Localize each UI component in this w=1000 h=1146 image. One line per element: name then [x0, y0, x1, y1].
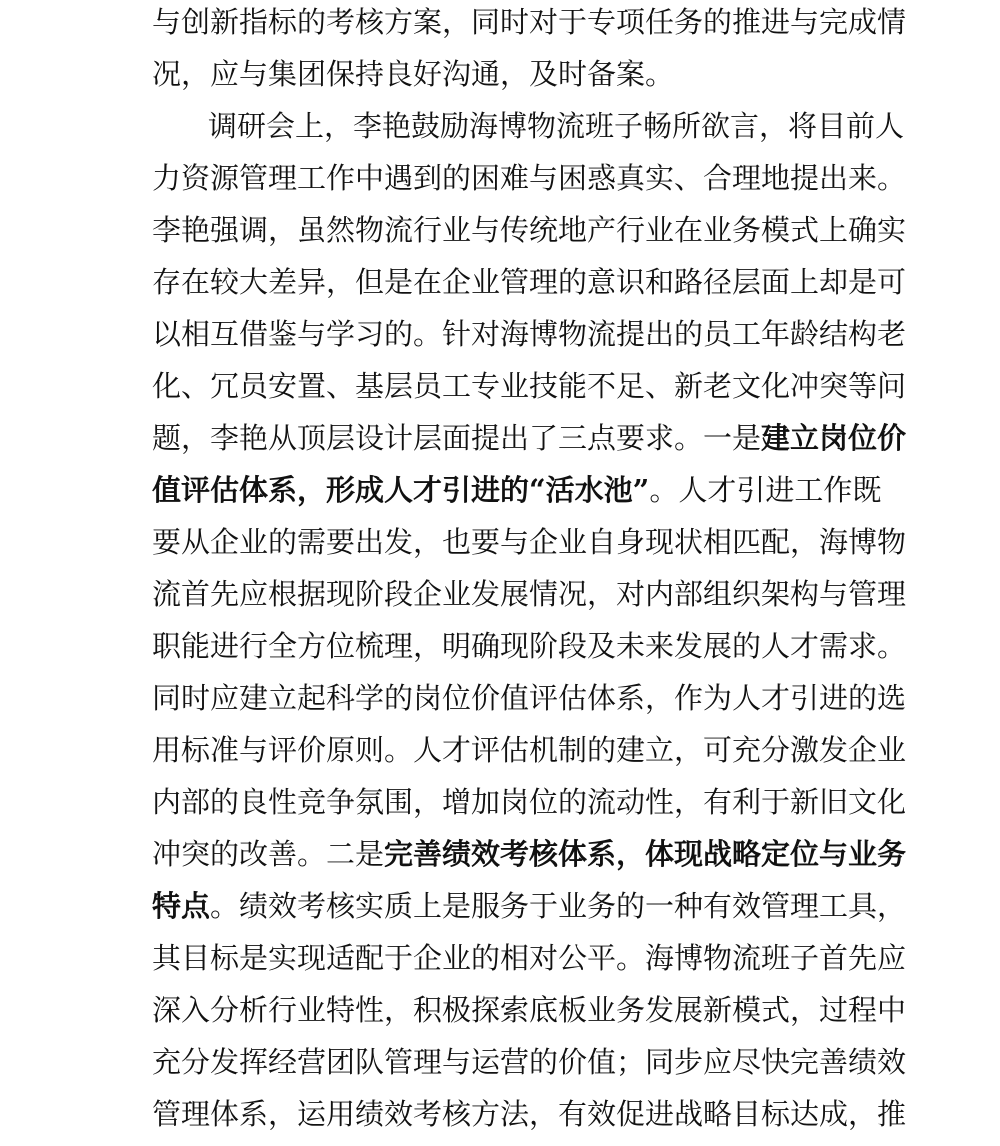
- text-run: 冲突的改善。二是: [152, 837, 385, 871]
- text-line: [152, 256, 907, 308]
- text-line: [152, 464, 882, 516]
- text-line: [152, 880, 907, 932]
- text-line: [152, 360, 907, 412]
- text-run: 李艳强调，虽然物流行业与传统地产行业在业务模式上确实: [152, 213, 907, 247]
- text-line: [152, 48, 852, 100]
- text-run: 调研会上，李艳鼓励海博物流班子畅所欲言，将目前人: [208, 109, 905, 143]
- text-line: [152, 828, 907, 880]
- text-line: [152, 204, 907, 256]
- text-run: 职能进行全方位梳理，明确现阶段及未来发展的人才需求。: [152, 629, 907, 663]
- text-run: 。绩效考核实质上是服务于业务的一种有效管理工具，: [210, 889, 907, 923]
- text-run: 内部的良性竞争氛围，增加岗位的流动性，有利于新旧文化: [152, 785, 907, 819]
- text-line: [152, 100, 905, 152]
- text-line: [152, 776, 907, 828]
- text-line: [152, 932, 907, 984]
- text-run: 深入分析行业特性，积极探索底板业务发展新模式，过程中: [152, 993, 907, 1027]
- text-line: [152, 308, 907, 360]
- text-line: [152, 412, 907, 464]
- text-run: 要从企业的需要出发，也要与企业自身现状相匹配，海博物: [152, 525, 907, 559]
- text-run: 化、冗员安置、基层员工专业技能不足、新老文化冲突等问: [152, 369, 907, 403]
- text-line: [152, 152, 907, 204]
- text-line: [152, 516, 907, 568]
- text-run: 其目标是实现适配于企业的相对公平。海博物流班子首先应: [152, 941, 907, 975]
- text-run: 流首先应根据现阶段企业发展情况，对内部组织架构与管理: [152, 577, 907, 611]
- text-line: [152, 620, 907, 672]
- text-line: [152, 672, 907, 724]
- text-run: 充分发挥经营团队管理与运营的价值；同步应尽快完善绩效: [152, 1045, 907, 1079]
- text-run: 管理体系，运用绩效考核方法，有效促进战略目标达成，推: [152, 1097, 907, 1131]
- text-run: 用标准与评价原则。人才评估机制的建立，可充分激发企业: [152, 733, 907, 767]
- text-line: [152, 1036, 907, 1088]
- text-run: 以相互借鉴与学习的。针对海博物流提出的员工年龄结构老: [152, 317, 907, 351]
- text-run: 题，李艳从顶层设计层面提出了三点要求。一是: [152, 421, 762, 455]
- bold-text-run: 特点: [152, 889, 211, 923]
- bold-text-run: 完善绩效考核体系，体现战略定位与业务: [384, 837, 907, 871]
- bold-text-run: 建立岗位价: [761, 421, 907, 455]
- text-line: [152, 724, 907, 776]
- text-run: 力资源管理工作中遇到的困难与困惑真实、合理地提出来。: [152, 161, 907, 195]
- text-line: [152, 984, 907, 1036]
- bold-text-run: 值评估体系，形成人才引进的“活水池”: [152, 473, 650, 507]
- text-run: 同时应建立起科学的岗位价值评估体系，作为人才引进的选: [152, 681, 907, 715]
- text-line: [152, 1088, 907, 1140]
- text-run: 。人才引进工作既: [649, 473, 882, 507]
- text-line: [152, 568, 907, 620]
- text-run: 存在较大差异，但是在企业管理的意识和路径层面上却是可: [152, 265, 907, 299]
- text-run: 况，应与集团保持良好沟通，及时备案。: [152, 57, 675, 91]
- text-run: 与创新指标的考核方案，同时对于专项任务的推进与完成情: [152, 5, 907, 39]
- text-line: [152, 0, 907, 48]
